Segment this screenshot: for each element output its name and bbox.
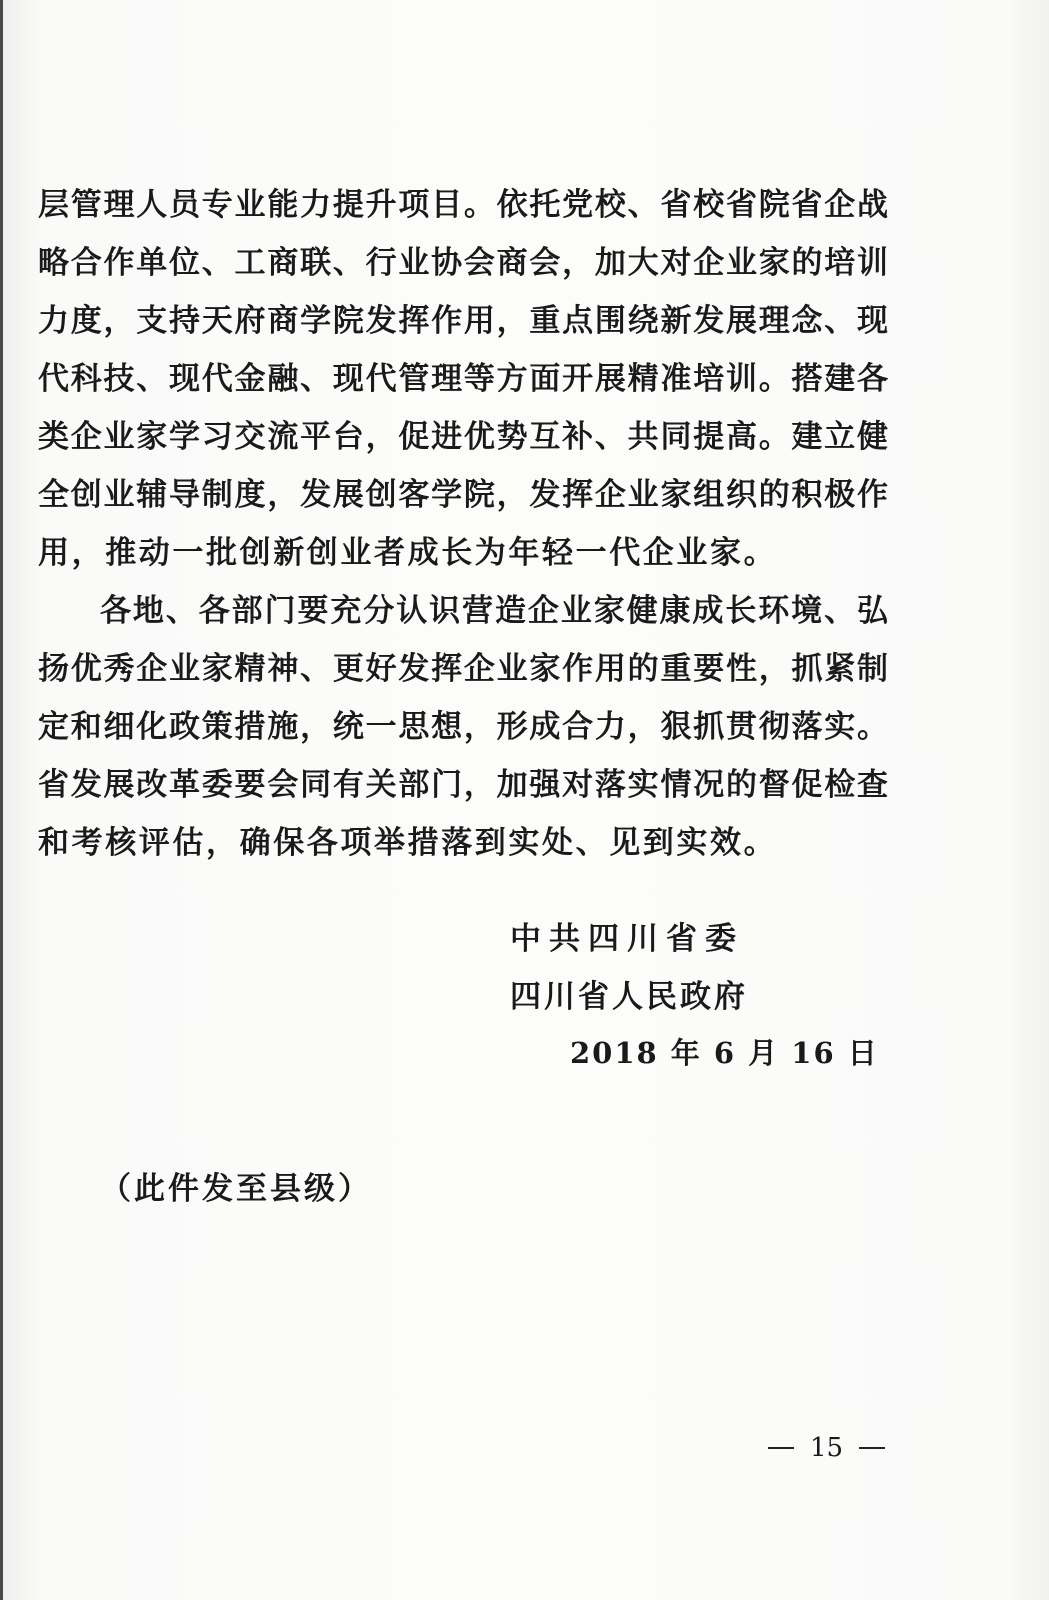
page-edge-shadow xyxy=(0,0,3,1600)
signature-org-government: 四川省人民政府 xyxy=(510,979,748,1015)
paragraph1-line-7: 用，推动一批创新创业者成长为年轻一代企业家。 xyxy=(38,535,778,571)
signature-date: 2018 年 6 月 16 日 xyxy=(570,1036,879,1070)
paragraph2-line-5: 和考核评估，确保各项举措落到实处、见到实效。 xyxy=(38,825,778,861)
paragraph1-line-6: 全创业辅导制度，发展创客学院，发挥企业家组织的积极作 xyxy=(38,477,888,513)
paragraph1-line-1: 层管理人员专业能力提升项目。依托党校、省校省院省企战 xyxy=(38,187,888,223)
page-number-value: 15 xyxy=(810,1433,844,1463)
paragraph1-line-4: 代科技、现代金融、现代管理等方面开展精准培训。搭建各 xyxy=(38,361,888,397)
paragraph1-line-2: 略合作单位、工商联、行业协会商会，加大对企业家的培训 xyxy=(38,245,888,281)
page-number-right-dash xyxy=(859,1447,885,1449)
paragraph2-line-4: 省发展改革委要会同有关部门，加强对落实情况的督促检查 xyxy=(38,767,888,803)
paragraph1-line-3: 力度，支持天府商学院发挥作用，重点围绕新发展理念、现 xyxy=(38,303,888,339)
page-number xyxy=(752,1428,901,1468)
distribution-note: （此件发至县级） xyxy=(100,1171,372,1207)
paragraph1-line-5: 类企业家学习交流平台，促进优势互补、共同提高。建立健 xyxy=(38,419,888,455)
paragraph2-line-3: 定和细化政策措施，统一思想，形成合力，狠抓贯彻落实。 xyxy=(38,709,888,745)
paragraph2-line-2: 扬优秀企业家精神、更好发挥企业家作用的重要性，抓紧制 xyxy=(38,651,888,687)
signature-org-party-committee: 中共四川省委 xyxy=(510,921,744,957)
paragraph2-line-1: 各地、各部门要充分认识营造企业家健康成长环境、弘 xyxy=(100,593,888,629)
page-number-left-dash xyxy=(768,1447,794,1449)
